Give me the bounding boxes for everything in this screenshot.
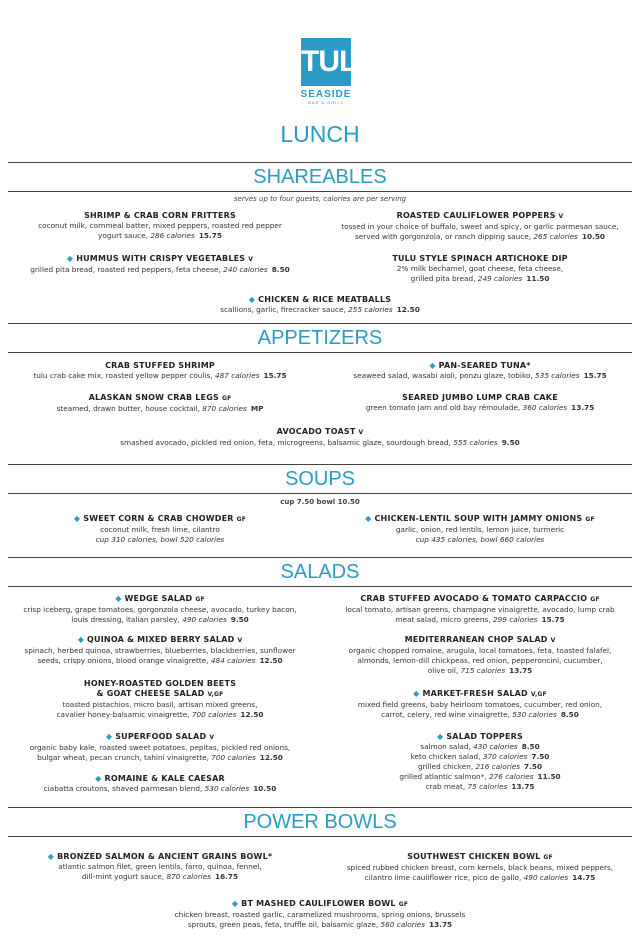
menu-item: ◆ SUPERFOOD SALAD V organic baby kale, roasted sweet potatoes, pepitas, pickled red onions, bulgar wheat, pecan crunch, tahini vinaigrette, 700 calories 12.50 xyxy=(29,732,291,762)
diamond-icon: ◆ xyxy=(115,594,125,603)
menu-item: ◆ SWEET CORN & CRAB CHOWDER GF coconut milk, fresh lime, cilantro cup 310 calories, bowl 520 calories xyxy=(73,514,247,544)
menu-item: ◆ PAN-SEARED TUNA* seaweed salad, wasabi aioli, ponzu glaze, tobiko, 535 calories 15.75 xyxy=(353,361,607,380)
diamond-icon: ◆ xyxy=(105,732,116,741)
shareables-note: serves up to four guests, calories are per serving xyxy=(233,195,407,203)
topper-row: grilled atlantic salmon*, 276 calories 11.50 xyxy=(399,772,561,781)
menu-item: CRAB STUFFED SHRIMP tulu crab cake mix, roasted yellow pepper coulis, 487 calories 15.75 xyxy=(33,361,287,380)
menu-item: TULU STYLE SPINACH ARTICHOKE DIP 2% milk bechamel, goat cheese, feta cheese, grilled pita bread, 249 calories 11.50 xyxy=(392,254,568,283)
menu-item: HONEY-ROASTED GOLDEN BEETS & GOAT CHEESE SALAD V,GF toasted pistachios, micro basil, artisan mixed greens, cavalier honey-balsamic vinaigrette, 700 calories 12.50 xyxy=(56,679,264,719)
menu-item: CRAB STUFFED AVOCADO & TOMATO CARPACCIO GF local tomato, artisan greens, champagne vinaigrette, avocado, lump crab meat salad, micro greens, 299 calories 15.75 xyxy=(345,594,615,624)
diamond-icon: ◆ xyxy=(413,689,423,698)
section-power-bowls-heading: POWER BOWLS xyxy=(0,811,640,834)
section-soups-heading: SOUPS xyxy=(0,468,640,491)
salad-toppers: ◆ SALAD TOPPERS salmon salad, 430 calories 8.50 keto chicken salad, 370 calories 7.50 grilled chicken, 216 calories 7.50 grilled atlantic salmon*, 276 calories 11.50 crab meat, 75 calories 13.75 xyxy=(320,732,640,792)
menu-item: ◆ HUMMUS WITH CRISPY VEGETABLES V grilled pita bread, roasted red peppers, feta cheese, 240 calories 8.50 xyxy=(30,254,290,274)
topper-row: keto chicken salad, 370 calories 7.50 xyxy=(410,752,550,761)
menu-item: SOUTHWEST CHICKEN BOWL GF spiced rubbed chicken breast, corn kernels, black beans, mixed peppers, cilantro lime cauliflower rice, pico de gallo, 490 calories 14.75 xyxy=(346,852,614,882)
menu-item: ROASTED CAULIFLOWER POPPERS V tossed in your choice of buffalo, sweet and spicy, or garlic parmesan sauce, served with gorgonzola, or ranch dipping sauce, 265 calories 10.50 xyxy=(341,211,619,241)
logo-mark: TULU xyxy=(301,38,351,86)
restaurant-logo xyxy=(300,38,377,105)
menu-item: AVOCADO TOAST V smashed avocado, pickled red onion, feta, microgreens, balsamic glaze, sourdough bread, 555 calories 9.50 xyxy=(120,427,520,447)
section-salads-heading: SALADS xyxy=(0,561,640,584)
diamond-icon: ◆ xyxy=(429,361,439,370)
logo-subtitle: BAR & GRILL xyxy=(308,100,344,105)
topper-row: crab meat, 75 calories 13.75 xyxy=(425,782,535,791)
menu-item: ALASKAN SNOW CRAB LEGS GF steamed, drawn butter, house cocktail, 870 calories MP xyxy=(56,393,264,413)
menu-item: SHRIMP & CRAB CORN FRITTERS coconut milk, cornmeal batter, mixed peppers, roasted red pepper yogurt sauce, 286 calories 15.75 xyxy=(38,211,282,240)
menu-item: ◆ BRONZED SALMON & ANCIENT GRAINS BOWL* atlantic salmon filet, green lentils, farro, quinoa, fennel, dill-mint yogurt sauce, 870 calories 16.75 xyxy=(47,852,273,881)
diamond-icon: ◆ xyxy=(77,635,88,644)
menu-item: SEARED JUMBO LUMP CRAB CAKE green tomato jam and old bay rémoulade, 360 calories 13.75 xyxy=(365,393,595,412)
section-shareables-heading: SHAREABLES xyxy=(0,166,640,189)
page-title: LUNCH xyxy=(280,121,360,147)
soup-prices: cup 7.50 bowl 10.50 xyxy=(280,498,360,506)
diamond-icon: ◆ xyxy=(66,254,77,263)
diamond-icon: ◆ xyxy=(73,514,84,523)
diamond-icon: ◆ xyxy=(231,899,242,908)
section-appetizers-heading: APPETIZERS xyxy=(0,327,640,350)
menu-item: ◆ MARKET-FRESH SALAD V,GF mixed field greens, baby heirloom tomatoes, cucumber, red onion, carrot, celery, red wine vinaigrette, 530 calories 8.50 xyxy=(357,689,603,719)
topper-row: salmon salad, 430 calories 8.50 xyxy=(420,742,540,751)
menu-item: ◆ ROMAINE & KALE CAESAR ciabatta croutons, shaved parmesan blend, 530 calories 10.50 xyxy=(43,774,277,793)
menu-item: ◆ CHICKEN & RICE MEATBALLS scallions, garlic, firecracker sauce, 255 calories 12.50 xyxy=(220,295,420,314)
topper-row: grilled chicken, 216 calories 7.50 xyxy=(417,762,543,771)
menu-item: ◆ BT MASHED CAULIFLOWER BOWL GF chicken breast, roasted garlic, caramelized mushrooms, spring onions, brussels sprouts, green peas, feta, truffle oil, balsamic glaze, 560 calories 13.75 xyxy=(174,899,466,929)
diamond-icon: ◆ xyxy=(437,732,447,741)
menu-item: ◆ CHICKEN-LENTIL SOUP WITH JAMMY ONIONS GF garlic, onion, red lentils, lemon juice, turmeric cup 435 calories, bowl 660 calories xyxy=(365,514,595,544)
diamond-icon: ◆ xyxy=(95,774,105,783)
diamond-icon: ◆ xyxy=(365,514,375,523)
logo-seaside: SEASIDE xyxy=(300,89,352,100)
menu-item: MEDITERRANEAN CHOP SALAD V organic chopped romaine, arugula, local tomatoes, feta, toasted falafel, almonds, lemon-dill chickpeas, red onion, pepperoncini, cucumber, olive oil, 715 calories 13.75 xyxy=(348,635,612,675)
menu-item: ◆ WEDGE SALAD GF crisp iceberg, grape tomatoes, gorgonzola cheese, avocado, turkey bacon, louis dressing, italian parsley, 490 calories 9.50 xyxy=(23,594,297,624)
menu-item: ◆ QUINOA & MIXED BERRY SALAD V spinach, herbed quinoa, strawberries, blueberries, blackberries, sunflower seeds, crispy onions, blood orange vinaigrette, 484 calories 12.50 xyxy=(24,635,296,665)
diamond-icon: ◆ xyxy=(47,852,58,861)
diamond-icon: ◆ xyxy=(248,295,259,304)
